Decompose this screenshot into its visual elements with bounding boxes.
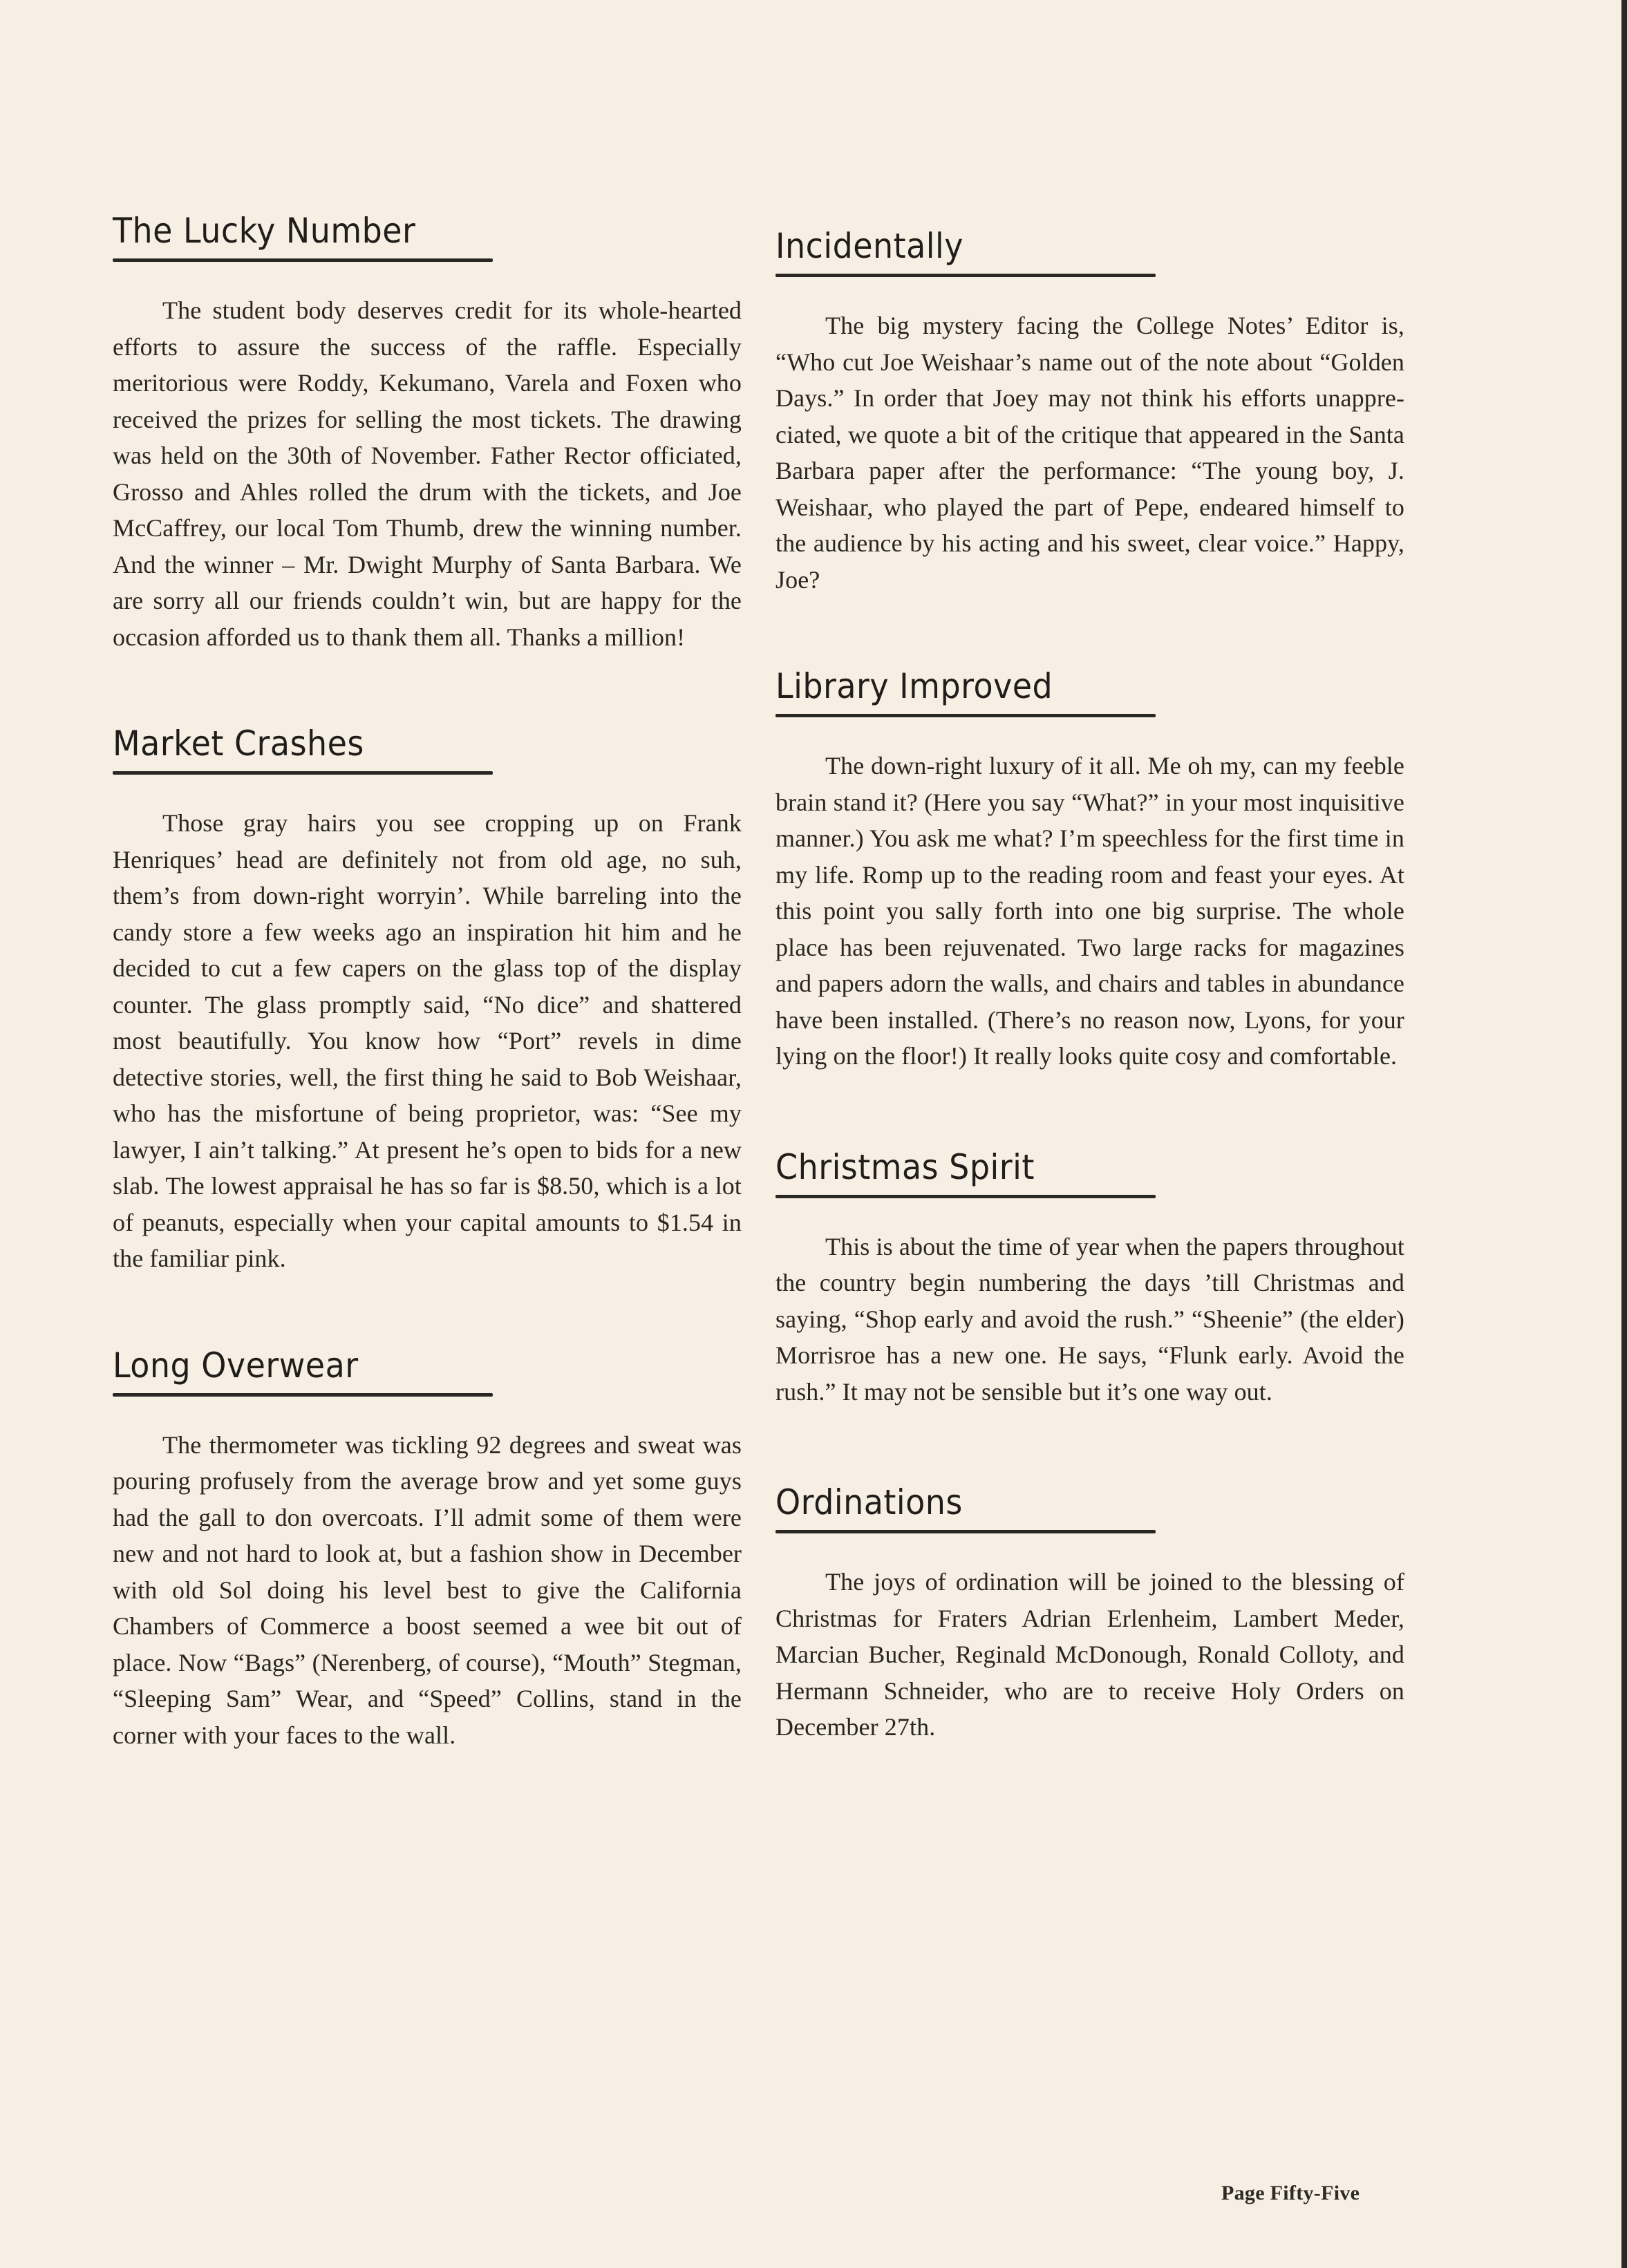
left-column — [113, 209, 742, 1753]
article-ordinations — [775, 1480, 1404, 1746]
article-heading: Library Improved — [775, 666, 1053, 706]
article-market-crashes — [113, 721, 742, 1277]
heading-underline — [113, 258, 493, 262]
article-heading: Market Crashes — [113, 724, 364, 764]
article-library-improved — [775, 664, 1404, 1075]
heading-underline — [775, 714, 1156, 717]
article-body: The big mystery facing the College Notes’ Editor is, “Who cut Joe Weishaar’s name out of the note about “Golden Days.” In order that Joey may not think his efforts unappreciated, we quote a bit of the critique that appeared in the Santa Barbara paper after the performance: “The young boy, J. Weishaar, who played the part of Pepe, endeared himself to the audience by his acting and his sweet, clear voice.” Happy, Joe? — [775, 312, 1404, 594]
heading-underline — [113, 771, 493, 775]
article-heading: Christmas Spirit — [775, 1146, 1035, 1187]
article-long-overwear — [113, 1343, 742, 1754]
heading-underline — [775, 274, 1156, 277]
article-christmas-spirit — [775, 1145, 1404, 1410]
article-body: The down-right luxury of it all. Me oh my, can my feeble brain stand it? (Here you say “What?” in your most inquisitive manner.) You ask me what? I’m speechless for the first time in my life. Romp up to the reading room and feast your eyes. At this point you sally forth into one big surprise. The whole place has been rejuvenated. Two large racks for magazines and papers adorn the walls, and chairs and tables in abundance have been installed. (There’s no reason now, Lyons, for your lying on the floor!) It really looks quite cosy and comfortable. — [775, 752, 1404, 1070]
article-body: The student body deserves credit for its whole-hearted efforts to assure the success of the raffle. Especially meritorious were Roddy, Kekumano, Varela and Foxen who received the prizes for selling the most tickets. The drawing was held on the 30th of November. Father Rector officiated, Grosso and Ahles rolled the drum with the tickets, and Joe McCaffrey, our local Tom Thumb, drew the winning number. And the winner – Mr. Dwight Murphy of Santa Barbara. We are sorry all our friends couldn’t win, but are happy for the occasion afforded us to thank them all. Thanks a million! — [113, 296, 742, 651]
article-heading: Incidentally — [775, 226, 963, 266]
article-heading: Long Overwear — [113, 1345, 359, 1386]
right-column — [775, 209, 1404, 1746]
article-body: This is about the time of year when the papers throughout the country begin numbering the days ’till Christmas and saying, “Shop early and avoid the rush.” “Sheenie” (the elder) Morrisroe has a new one. He says, “Flunk early. Avoid the rush.” It may not be sensible but it’s one way out. — [775, 1232, 1404, 1406]
heading-underline — [775, 1530, 1156, 1533]
heading-underline — [775, 1195, 1156, 1198]
article-the-lucky-number — [113, 209, 742, 655]
article-body: The joys of ordination will be joined to the blessing of Christmas for Fraters Adrian Erlenheim, Lambert Meder, Marcian Bucher, Reginald McDonough, Ronald Colloty, and Hermann Schneider, who are to receive Holy Orders on December 27th. — [775, 1568, 1404, 1741]
page-number: Page Fifty-Five — [1221, 2182, 1360, 2204]
article-incidentally — [775, 224, 1404, 598]
article-body: The thermometer was tickling 92 degrees and sweat was pouring profusely from the average brow and yet some guys had the gall to don overcoats. I’ll admit some of them were new and not hard to look at, but a fashion show in December with old Sol doing his level best to give the California Chambers of Commerce a boost seemed a wee bit out of place. Now “Bags” (Nerenberg, of course), “Mouth” Stegman, “Sleeping Sam” Wear, and “Speed” Collins, stand in the corner with your faces to the wall. — [113, 1430, 742, 1749]
article-heading: Ordinations — [775, 1482, 963, 1522]
heading-underline — [113, 1393, 493, 1397]
page-edge-shadow — [1621, 0, 1627, 2268]
article-heading: The Lucky Number — [113, 211, 416, 251]
article-body: Those gray hairs you see cropping up on Frank Henriques’ head are definitely not from old age, no suh, them’s from down-right worryin’. While barreling into the candy store a few weeks ago an inspiration hit him and he decided to cut a few capers on the glass top of the display counter. The glass promptly said, “No dice” and shattered most beautifully. You know how “Port” revels in dime detective stories, well, the first thing he said to Bob Weishaar, who has the misfortune of being proprietor, was: “See my lawyer, I ain’t talking.” At present he’s open to bids for a new slab. The lowest appraisal he has so far is $8.50, which is a lot of peanuts, especially when your capital amounts to $1.54 in the familiar pink. — [113, 809, 742, 1272]
